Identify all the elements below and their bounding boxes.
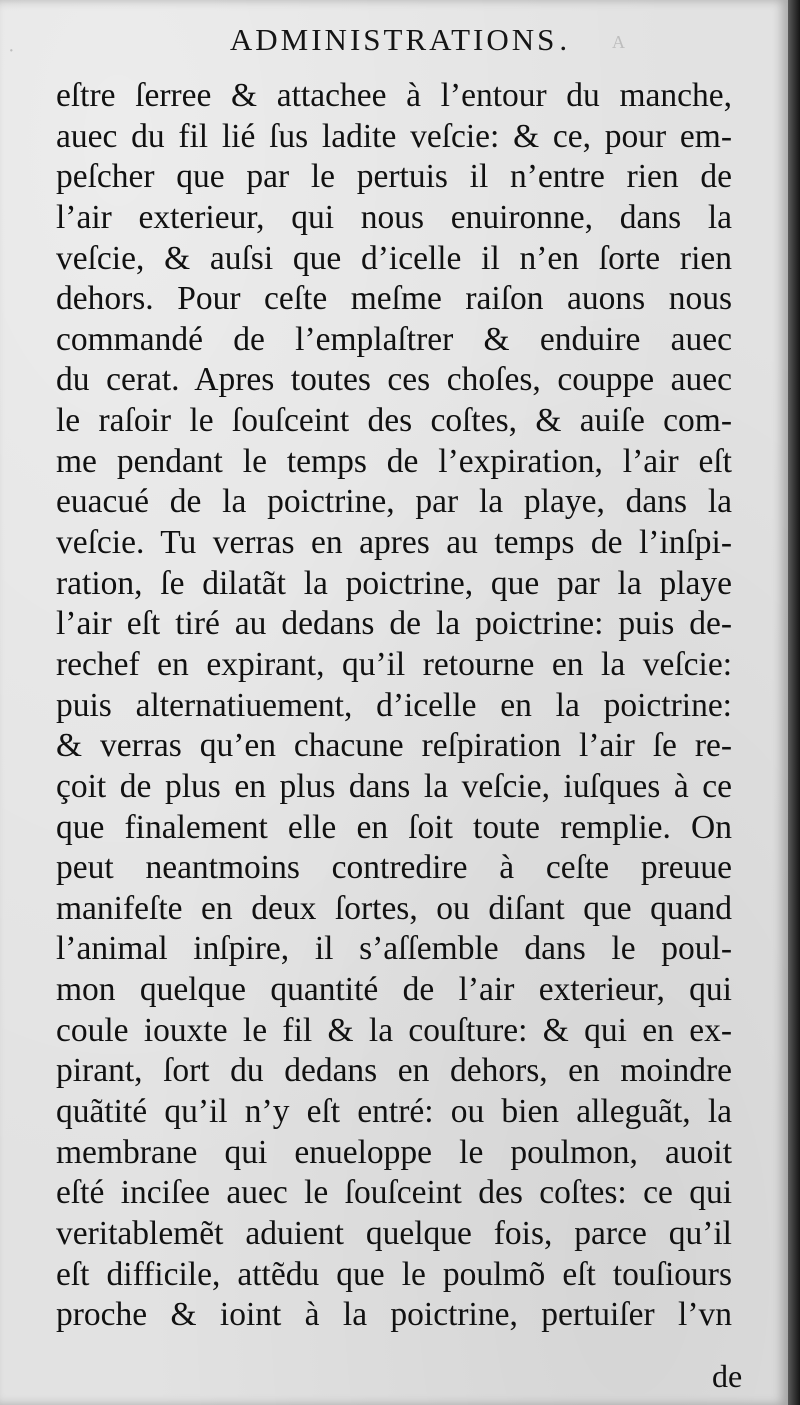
- text-line: eſtre ſerree & attachee à l’entour du manche,: [56, 77, 732, 114]
- text-line: peſcher que par le pertuis il n’entre rien de: [56, 158, 732, 196]
- page-body-text: [56, 76, 732, 1336]
- text-line: eſté inciſee auec le ſouſceint des coſtes: ce qui: [56, 1174, 732, 1212]
- text-line: ration, ſe dilatãt la poictrine, que par la playe: [56, 564, 732, 602]
- text-line: çoit de plus en plus dans la veſcie, iuſques à ce: [56, 767, 732, 805]
- text-line: pirant, ſort du dedans en dehors, en moindre: [56, 1052, 732, 1090]
- text-line: peut neantmoins contredire à ceſte preuue: [56, 849, 732, 887]
- text-line: proche & ioint à la poictrine, pertuiſer l’vn: [56, 1296, 732, 1334]
- text-line: rechef en expirant, qu’il retourne en la veſcie:: [56, 645, 732, 683]
- text-line: eſt difficile, attẽdu que le poulmõ eſt touſiours: [56, 1255, 732, 1293]
- text-line: mon quelque quantité de l’air exterieur, qui: [56, 971, 732, 1009]
- running-head-title: ADMINISTRATIONS: [229, 22, 558, 57]
- text-line: dehors. Pour ceſte meſme raiſon auons nous: [56, 280, 732, 318]
- text-line: veſcie, & auſsi que d’icelle il n’en ſorte rien: [56, 239, 732, 277]
- bleed-through-mark-right: A: [612, 32, 627, 52]
- text-line: commandé de l’emplaſtrer & enduire auec: [56, 320, 732, 358]
- text-line: & verras qu’en chacune reſpiration l’air ſe re-: [56, 727, 732, 765]
- text-line: manifeſte en deux ſortes, ou diſant que quand: [56, 889, 732, 927]
- text-line: veſcie. Tu verras en apres au temps de l’inſpi-: [56, 524, 732, 562]
- text-line: quãtité qu’il n’y eſt entré: ou bien alleguãt, la: [56, 1093, 732, 1131]
- text-line: euacué de la poictrine, par la playe, dans la: [56, 483, 732, 521]
- text-line: me pendant le temps de l’expiration, l’air eſt: [56, 442, 732, 480]
- running-head: [0, 22, 788, 58]
- text-line: du cerat. Apres toutes ces choſes, couppe auec: [56, 361, 732, 399]
- text-line: auec du fil lié ſus ladite veſcie: & ce, pour em-: [56, 117, 732, 155]
- text-line: membrane qui enueloppe le poulmon, auoit: [56, 1133, 732, 1171]
- text-line: le raſoir le ſouſceint des coſtes, & auiſe com-: [56, 402, 732, 440]
- text-line: coule iouxte le fil & la couſture: & qui en ex-: [56, 1011, 732, 1049]
- text-line: l’animal inſpire, il s’aſſemble dans le poul-: [56, 930, 732, 968]
- text-line: l’air eſt tiré au dedans de la poictrine: puis de-: [56, 605, 732, 643]
- text-line: l’air exterieur, qui nous enuironne, dans la: [56, 198, 732, 236]
- text-line: veritablemẽt aduient quelque fois, parce qu’il: [56, 1214, 732, 1252]
- page-edge-shadow: [788, 0, 800, 1405]
- bleed-through-mark-left: ·: [8, 40, 15, 62]
- running-head-mark: .: [559, 22, 571, 57]
- text-line: que finalement elle en ſoit toute remplie. On: [56, 808, 732, 846]
- catchword: de: [712, 1358, 743, 1394]
- text-line: puis alternatiuement, d’icelle en la poictrine:: [56, 686, 732, 724]
